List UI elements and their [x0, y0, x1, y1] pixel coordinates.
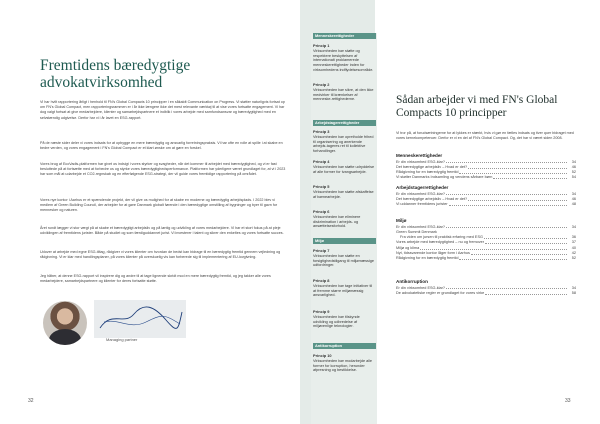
paragraph: Vi har hvilt rapportering årligt i henhold til FN's Global Compacts 10 principper i en såkaldt Communication on Progress. Vi støtter naturligvis fortsat op om FN's Global Compact, men rapporteringsrammen er i år ikke længere ikke det mest relevante værktøj til at vise vores fortsatte engagement. Vi har dog valgt fortsat at give medarbejdere, klienter og samarbejdspartnere et indblik i vores arbejde med samfundsansvar og bæredygtighed med en selvstændig udgivelse. Derfor har vi i år lavet en ESG-rapport.	[40, 100, 285, 120]
paragraph: Vores brug af EcoVadis-platformen har givet os indsigt i vores styrker og svagheder, når det kommer til arbejdet med bæredygtighed, og vi er fast besluttede på at fortsætte med at forbedre os og styrke vores bæredygtighedsperformance. Platformen har yderligere været grundlaget for, at vi i 2023 har som mål at udarbejde et CO2-regnskab og en efterfølgende ESG-strategi, der vil guide vores fremtidige rapportering på området.	[40, 162, 286, 177]
toc-section-labour	[396, 185, 576, 207]
principle-item: Princip 5 Virksomheden bør støtte afskaffelse af børnearbejde.	[313, 184, 374, 199]
toc-row[interactable]: Rådgivning for en bæredygtig fremtid 52	[396, 170, 576, 175]
principle-item: Princip 4 Virksomheden bør støtte udryddelse af alle former for tvangsarbejde.	[313, 159, 375, 174]
principles-section-human-rights	[313, 33, 376, 39]
principle-item: Princip 2 Virksomheden bør sikre, at den ikke medvirker til krænkelser af menneske-rettighederne.	[313, 82, 374, 102]
toc-heading: Antikorruption	[396, 279, 428, 284]
toc-row[interactable]: Det bæredygtige arbejdsliv – Hvad er det? 46	[396, 164, 576, 169]
toc-row[interactable]: Fra viden om jursen til praktisk erfaring med ESG 36	[400, 235, 576, 240]
principle-item: Princip 8 Virksomheden bør tage initiativer til at fremme større miljømæssig ansvarlighed.	[313, 278, 373, 298]
toc-row[interactable]: Nyt, tidssvarende kontor låger form i Aarhus 42	[396, 250, 576, 255]
principle-item: Princip 6 Virksomheden bør eliminere diskrimination i arbejds- og ansættelsesforhold.	[313, 209, 361, 229]
toc-section-environment	[396, 218, 576, 262]
toc-section-human-rights	[396, 153, 576, 181]
toc-row[interactable]: Vi støtter Danmarks Indsamling og vendens sårbare børn 54	[396, 175, 576, 180]
toc-row[interactable]: Er din virksomhed ESG-klar? 34	[396, 285, 576, 290]
principles-section-anticorruption	[313, 343, 376, 349]
page-number-left: 32	[28, 398, 34, 404]
toc-row[interactable]: Det bæredygtige arbejdsliv – Hvad er det? 46	[396, 196, 576, 201]
toc-row[interactable]: Miljø og klima 40	[396, 245, 576, 250]
section-heading: Miljø	[313, 238, 376, 244]
section-heading: Menneskerettigheder	[313, 33, 376, 39]
toc-heading: Miljø	[396, 218, 407, 223]
toc-row[interactable]: Er din virksomhed ESG-klar? 34	[396, 159, 576, 164]
paragraph: Jeg håber, at denne ESG-rapport vil inspirere dig og andre til at tage lignende skridt mod en mere bæredygtig fremtid, og jeg takker alle vores medarbejdere, samarbejdspartnere og klienter for deres fortsatte støtte.	[40, 274, 271, 284]
signature-image	[94, 300, 186, 338]
principle-item: Princip 7 Virksomheden bør støtte en forsigtighedstilgang til miljømæssige udfordringer.	[313, 248, 374, 268]
toc-row[interactable]: Vi uddanner fremtidens jurister 48	[396, 202, 576, 207]
toc-section-anticorruption	[396, 279, 576, 296]
section-heading: Arbejdstagerrettigheder	[313, 120, 376, 126]
toc-row[interactable]: Green Summit Denmark	[396, 229, 437, 234]
toc-row[interactable]: Er din virksomhed ESG-klar? 34	[396, 224, 576, 229]
signature-caption: Managing partner	[106, 337, 138, 342]
portrait-photo	[43, 301, 87, 345]
principle-item: Princip 1 Virksomheden bør støtte og respektere beskyttelsen af internationalt proklamerede menneskerettigheder inden for virksomhedens indflydelsesområde.	[313, 43, 374, 72]
principles-section-environment	[313, 238, 376, 244]
paragraph: Udover at arbejde med egne ESG-tiltag, rådgiver vi vores klienter om hvordan de bedst kan bidrage til en bæredygtig fremtid gennem vejledning og rådgivning. Vi er klar med handlingsplaner, på vores klienter på overskuelig vis kan forberede sig til implementering af EU-lovgivning.	[40, 250, 281, 260]
principles-section-labour	[313, 120, 376, 126]
principle-item: Princip 9 Virksomheden bør tilskynde udvikling og udbredelse af miljøvenlige teknologier.	[313, 309, 360, 329]
paragraph: Året rundt lægger vi stor vægt på at skabe et bæredygtigt arbejdsliv og på løntig og udvikling af vores medarbejdere. Vi har et stort fokus på at pleje udviklingen af fremtidens jurister. Både på studiet og som færdiguddannet jurist. Vi investerer i talent og sikrer den enkeltes og vores fortsatte succes.	[40, 226, 284, 236]
page-number-right: 33	[565, 398, 571, 404]
paragraph: På de næste sider deler vi vores indsats for at opbygge en mere bæredygtig og ansvarlig forretningspraksis. Vi har ofte en rolle at spille i at skabe en bedre verden, og vores engagement i FN's Global Compact er et klart ønske om at gøre en forskel.	[40, 141, 283, 151]
principle-item: Princip 3 Virksomheden bør opretholde frihed til organisering og anerkende arbejds-tageres ret til kollektive forhandlinger.	[313, 129, 374, 154]
right-page-title: Sådan arbejder vi med FN's Global Compacts 10 principper	[396, 94, 558, 119]
toc-row[interactable]: Vores arbejde med bæredygtighed – nu og fremover 37	[396, 240, 576, 245]
principle-item: Princip 10 Virksomheden bør modarbejde alle former for korruption, herunder afpresning og bestikkelse.	[313, 353, 373, 373]
paragraph: Vores nye kontor i Aarhus er et spændende projekt, der vil give os mulighed for at skabe en moderne og bæredygtig arbejdsplads. I 2022 blev vi medlem af Green Building Council, der arbejder for at gøre Danmark globalt førende i den bæredygtige omstilling af bygninger og byer til gavn for mennesker og naturen.	[40, 198, 278, 213]
toc-heading: Menneskerettigheder	[396, 153, 443, 158]
toc-row[interactable]: Er din virksomhed ESG-klar? 34	[396, 191, 576, 196]
right-page	[375, 0, 600, 424]
toc-row[interactable]: De advokatetiske regler er grundlaget for vores virke 58	[396, 290, 576, 295]
page-title: Fremtidens bæredygtige advokatvirksomhed	[40, 57, 191, 91]
section-heading: Antikorruption	[313, 343, 376, 349]
intro-text: Vi tror på, at forudsætningerne for at lykkes er stærkt, hvis vi gør en fælles indsats og tiver quer bidraget med vores kernekompetencer. Derfor er vi en del af FN's Global Compact. Og, det har vi været siden 2008.	[396, 131, 574, 140]
toc-heading: Arbejdstagerrettigheder	[396, 185, 449, 190]
toc-row[interactable]: Rådgivning for en bæredygtig fremtid 52	[396, 256, 576, 261]
